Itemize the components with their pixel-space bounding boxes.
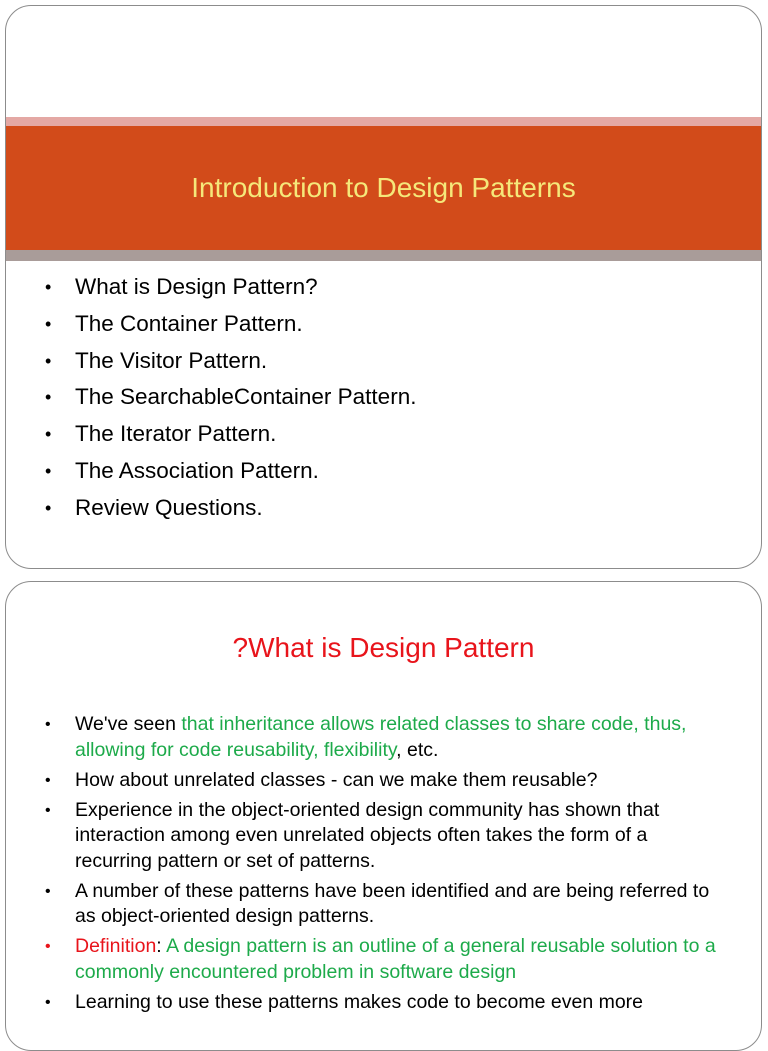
bullet-icon: • [45, 938, 51, 955]
bullet-text: Learning to use these patterns makes code to become even more [75, 990, 644, 1013]
bullet-icon: • [45, 277, 52, 297]
slide-2 [5, 581, 762, 1051]
content-bullet [6, 990, 761, 1016]
bullet-icon: • [45, 993, 51, 1011]
bullet-text: , etc. [396, 738, 439, 761]
content-bullet [6, 879, 761, 930]
outline-item: • Review Questions. [6, 490, 416, 527]
bullet-icon: • [45, 424, 52, 445]
bullet-icon: • [45, 716, 51, 733]
definition-separator: : [156, 935, 167, 957]
bullet-icon: • [45, 771, 51, 789]
slide-1 [5, 5, 762, 569]
slide-2-title: ?What is Design Pattern [232, 632, 535, 663]
bullet-text: Experience in the object-oriented design community has shown that interaction among even unrelated objects often takes the form of a recurring pattern or set of patterns. [75, 798, 660, 872]
bullet-icon: • [45, 801, 51, 819]
outline-item: • What is Design Pattern? [6, 269, 416, 306]
definition-text: A design pattern is an outline of a general reusable solution to a commonly encountered problem in software design [75, 935, 716, 983]
content-list [6, 712, 761, 1020]
bullet-icon: • [45, 882, 51, 900]
bullet-text: A number of these patterns have been identified and are being referred to as object-oriented design patterns. [75, 879, 710, 927]
bullet-icon: • [45, 387, 52, 408]
bullet-icon: • [45, 497, 52, 518]
content-bullet [6, 798, 761, 875]
bullet-icon: • [45, 350, 52, 371]
content-bullet [6, 712, 761, 763]
content-bullet [6, 934, 761, 985]
content-bullet [6, 768, 761, 794]
bullet-icon: • [45, 313, 52, 334]
outline-item: • The Association Pattern. [6, 453, 416, 490]
outline-item: • The Container Pattern. [6, 306, 416, 343]
outline-list [6, 269, 416, 527]
highlighted-text: that inheritance allows related classes to share code, thus, allowing for code reusability, flexibility [75, 713, 687, 761]
outline-item: • The SearchableContainer Pattern. [6, 379, 416, 416]
definition-label: Definition [75, 935, 157, 957]
title-band-top [6, 117, 761, 126]
slide-1-title: Introduction to Design Patterns [191, 172, 576, 203]
bullet-text: How about unrelated classes - can we make them reusable? [75, 768, 598, 791]
outline-item: • The Iterator Pattern. [6, 416, 416, 453]
title-band-bottom [6, 250, 761, 261]
bullet-text: We've seen [75, 713, 182, 735]
bullet-icon: • [45, 460, 52, 481]
outline-item: • The Visitor Pattern. [6, 343, 416, 380]
